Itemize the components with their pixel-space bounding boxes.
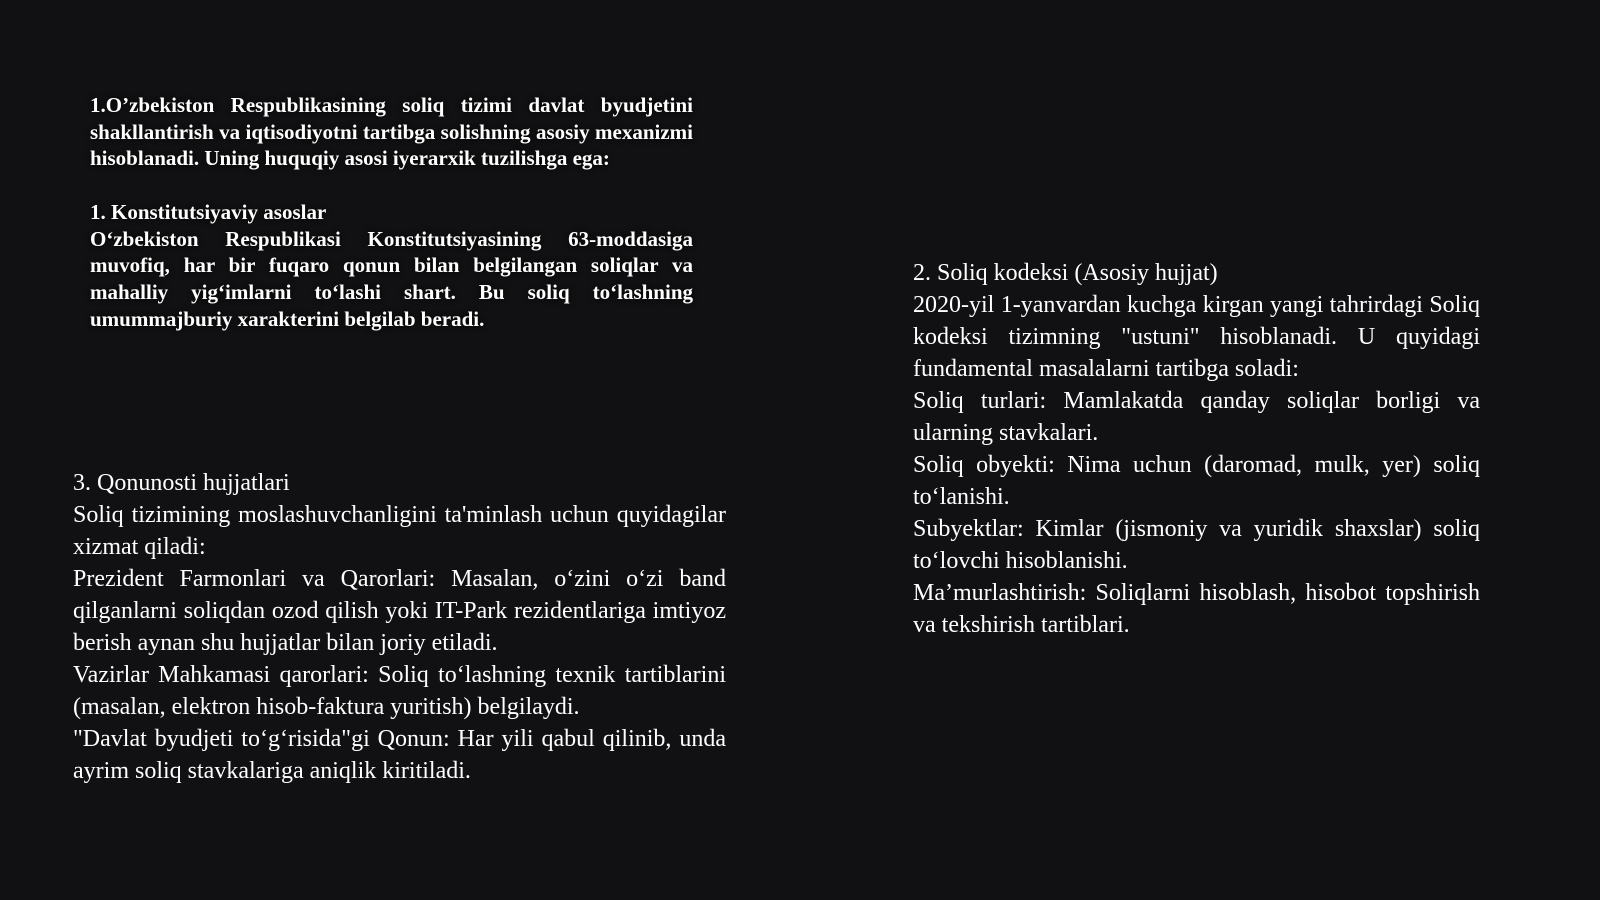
bylaws-heading: 3. Qonunosti hujjatlari	[73, 470, 290, 496]
paragraph-spacer	[90, 172, 693, 199]
intro-paragraph: 1.O’zbekiston Respublikasining soliq tizimi davlat byudjetini shakllantirish va iqtisodiyotni tartibga solishning asosiy mexanizmi hisoblanadi. Uning huquqiy asosi iyerarxik tuzilishga ega:	[90, 93, 693, 171]
tax-code-paragraph: Soliq turlari: Mamlakatda qanday soliqlar borligi va ularning stavkalari.	[913, 388, 1480, 446]
bylaws-paragraph: Vazirlar Mahkamasi qarorlari: Soliq to‘lashning texnik tartiblarini (masalan, elektron hisob-faktura yuritish) belgilaydi.	[73, 662, 726, 720]
bylaws-text-block	[73, 467, 726, 787]
constitution-paragraph: O‘zbekiston Respublikasi Konstitutsiyasining 63-moddasiga muvofiq, har bir fuqaro qonun bilan belgilangan soliqlar va mahalliy yig‘imlarni to‘lashi shart. Bu soliq to‘lashning umummajburiy xarakterini belgilab beradi.	[90, 226, 693, 331]
tax-code-paragraph: Ma’murlashtirish: Soliqlarni hisoblash, hisobot topshirish va tekshirish tartiblari.	[913, 580, 1480, 638]
intro-text-block	[90, 92, 693, 332]
bylaws-paragraph: "Davlat byudjeti to‘g‘risida"gi Qonun: Har yili qabul qilinib, unda ayrim soliq stavkalariga aniqlik kiritiladi.	[73, 726, 726, 784]
tax-code-paragraph: 2020-yil 1-yanvardan kuchga kirgan yangi tahrirdagi Soliq kodeksi tizimning "ustuni" hisoblanadi. U quyidagi fundamental masalalarni tartibga soladi:	[913, 292, 1480, 382]
tax-code-heading: 2. Soliq kodeksi (Asosiy hujjat)	[913, 260, 1218, 286]
constitution-heading: 1. Konstitutsiyaviy asoslar	[90, 199, 327, 224]
bylaws-paragraph: Prezident Farmonlari va Qarorlari: Masalan, o‘zini o‘zi band qilganlarni soliqdan ozod qilish yoki IT-Park rezidentlariga imtiyoz berish aynan shu hujjatlar bilan joriy etiladi.	[73, 566, 726, 656]
tax-code-paragraph: Soliq obyekti: Nima uchun (daromad, mulk, yer) soliq to‘lanishi.	[913, 452, 1480, 510]
bylaws-paragraph: Soliq tizimining moslashuvchanligini ta'minlash uchun quyidagilar xizmat qiladi:	[73, 502, 726, 560]
tax-code-paragraph: Subyektlar: Kimlar (jismoniy va yuridik shaxslar) soliq to‘lovchi hisoblanishi.	[913, 516, 1480, 574]
tax-code-text-block	[913, 257, 1480, 641]
